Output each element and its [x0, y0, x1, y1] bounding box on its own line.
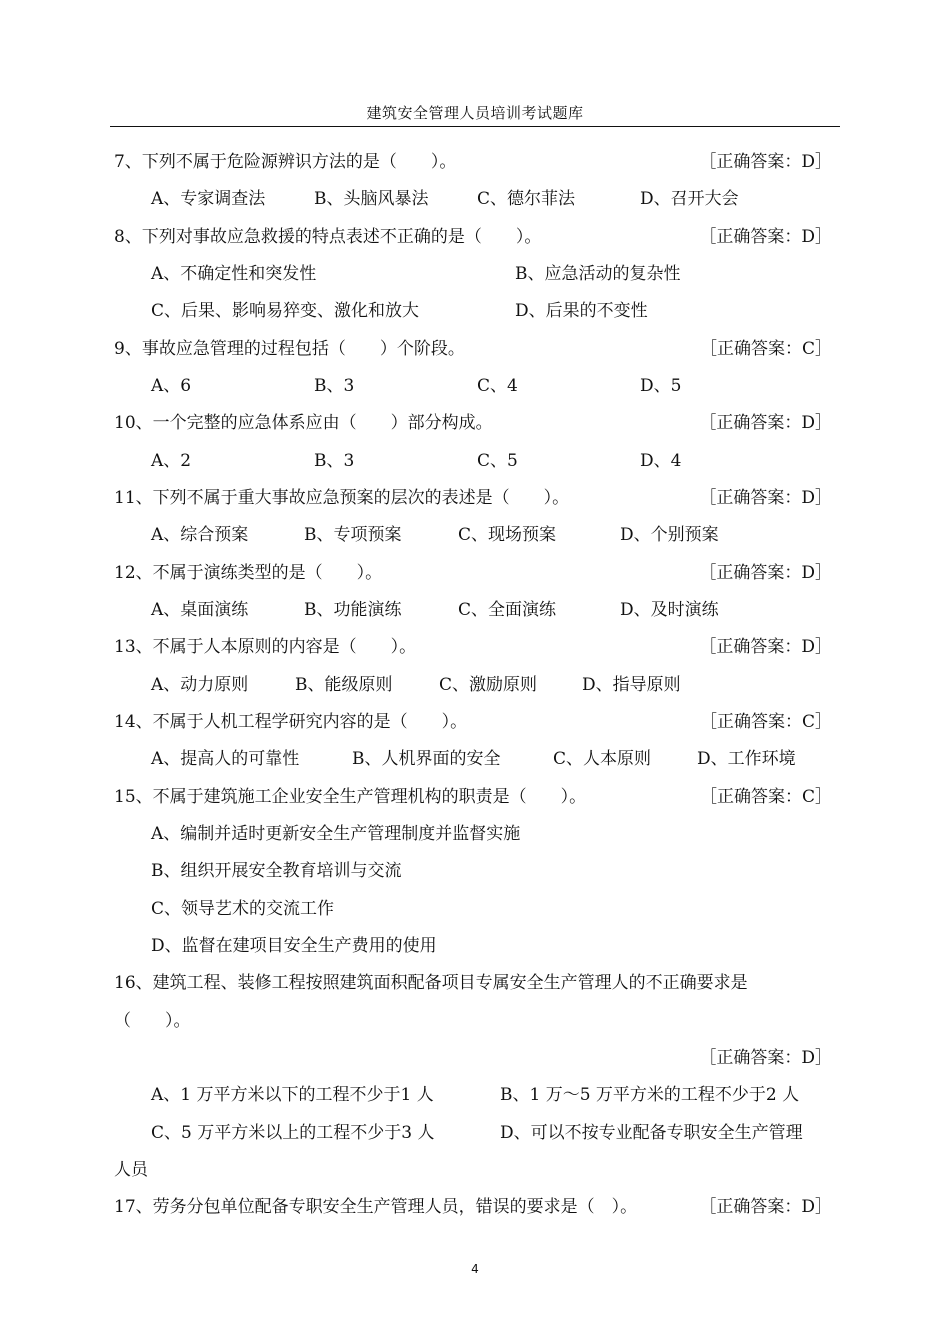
question-16-option-b: B、1 万～5 万平方米的工程不少于2 人 [500, 1085, 800, 1105]
question-14-option-c: C、人本原则 [553, 749, 652, 769]
question-11-stem: 11、下列不属于重大事故应急预案的层次的表述是（ ）。 [114, 488, 570, 508]
question-15-option-b: B、组织开展安全教育培训与交流 [151, 861, 402, 881]
question-8-stem: 8、下列对事故应急救援的特点表述不正确的是（ ）。 [114, 227, 542, 247]
question-8-option-d: D、后果的不变性 [515, 301, 648, 321]
question-16-option-a: A、1 万平方米以下的工程不少于1 人 [151, 1085, 434, 1105]
question-13-option-c: C、激励原则 [439, 675, 538, 695]
question-7-option-b: B、头脑风暴法 [314, 189, 429, 209]
question-11-option-b: B、专项预案 [304, 525, 402, 545]
question-14-option-d: D、工作环境 [697, 749, 796, 769]
question-14-option-b: B、人机界面的安全 [352, 749, 501, 769]
question-9-option-d: D、5 [640, 376, 682, 396]
question-14-option-a: A、提高人的可靠性 [151, 749, 300, 769]
question-7-option-c: C、德尔菲法 [477, 189, 576, 209]
question-11-option-c: C、现场预案 [458, 525, 557, 545]
question-11-answer: ［正确答案：D］ [699, 488, 832, 508]
page-header-title: 建筑安全管理人员培训考试题库 [366, 104, 584, 122]
question-11-option-a: A、综合预案 [151, 525, 249, 545]
question-10-option-c: C、5 [477, 451, 518, 471]
question-9-option-a: A、6 [151, 376, 192, 396]
question-7-answer: ［正确答案：D］ [699, 152, 832, 172]
question-10-option-b: B、3 [314, 451, 355, 471]
question-9-option-c: C、4 [477, 376, 518, 396]
question-10-stem: 10、一个完整的应急体系应由（ ）部分构成。 [114, 413, 493, 433]
question-7-option-d: D、召开大会 [640, 189, 739, 209]
question-10-option-d: D、4 [640, 451, 682, 471]
question-14-answer: ［正确答案：C］ [699, 712, 832, 732]
question-9-stem: 9、事故应急管理的过程包括（ ）个阶段。 [114, 339, 465, 359]
question-8-option-a: A、不确定性和突发性 [151, 264, 317, 284]
question-10-option-a: A、2 [151, 451, 192, 471]
question-15-option-a: A、编制并适时更新安全生产管理制度并监督实施 [151, 824, 521, 844]
question-13-stem: 13、不属于人本原则的内容是（ ）。 [114, 637, 417, 657]
question-8-answer: ［正确答案：D］ [699, 227, 832, 247]
question-9-option-b: B、3 [314, 376, 355, 396]
question-8-option-b: B、应急活动的复杂性 [515, 264, 681, 284]
question-15-option-d: D、监督在建项目安全生产费用的使用 [151, 936, 437, 956]
question-12-answer: ［正确答案：D］ [699, 563, 832, 583]
question-10-answer: ［正确答案：D］ [699, 413, 832, 433]
question-12-option-c: C、全面演练 [458, 600, 557, 620]
question-12-stem: 12、不属于演练类型的是（ ）。 [114, 563, 383, 583]
question-16-answer: ［正确答案：D］ [699, 1048, 832, 1068]
question-13-option-b: B、能级原则 [295, 675, 393, 695]
question-16-stem-line1: 16、建筑工程、装修工程按照建筑面积配备项目专属安全生产管理人的不正确要求是 [114, 973, 748, 993]
question-14-stem: 14、不属于人机工程学研究内容的是（ ）。 [114, 712, 468, 732]
question-16-stem-line2: （ ）。 [114, 1011, 191, 1031]
page-number: 4 [471, 1262, 479, 1276]
question-11-option-d: D、个别预案 [620, 525, 719, 545]
question-15-stem: 15、不属于建筑施工企业安全生产管理机构的职责是（ ）。 [114, 787, 587, 807]
question-13-answer: ［正确答案：D］ [699, 637, 832, 657]
question-17-stem: 17、劳务分包单位配备专职安全生产管理人员，错误的要求是（ ）。 [114, 1197, 638, 1217]
question-13-option-a: A、动力原则 [151, 675, 249, 695]
question-12-option-b: B、功能演练 [304, 600, 402, 620]
question-9-answer: ［正确答案：C］ [699, 339, 832, 359]
question-16-option-c: C、5 万平方米以上的工程不少于3 人 [151, 1123, 435, 1143]
question-16-option-d-continuation: 人员 [114, 1160, 148, 1180]
question-12-option-a: A、桌面演练 [151, 600, 249, 620]
question-15-option-c: C、领导艺术的交流工作 [151, 899, 335, 919]
question-7-stem: 7、下列不属于危险源辨识方法的是（ ）。 [114, 152, 457, 172]
question-7-option-a: A、专家调查法 [151, 189, 266, 209]
question-13-option-d: D、指导原则 [582, 675, 681, 695]
question-12-option-d: D、及时演练 [620, 600, 719, 620]
question-16-option-d: D、可以不按专业配备专职安全生产管理 [500, 1123, 803, 1143]
question-15-answer: ［正确答案：C］ [699, 787, 832, 807]
question-17-answer: ［正确答案：D］ [699, 1197, 832, 1217]
header-divider [110, 126, 840, 127]
question-8-option-c: C、后果、影响易猝变、激化和放大 [151, 301, 420, 321]
